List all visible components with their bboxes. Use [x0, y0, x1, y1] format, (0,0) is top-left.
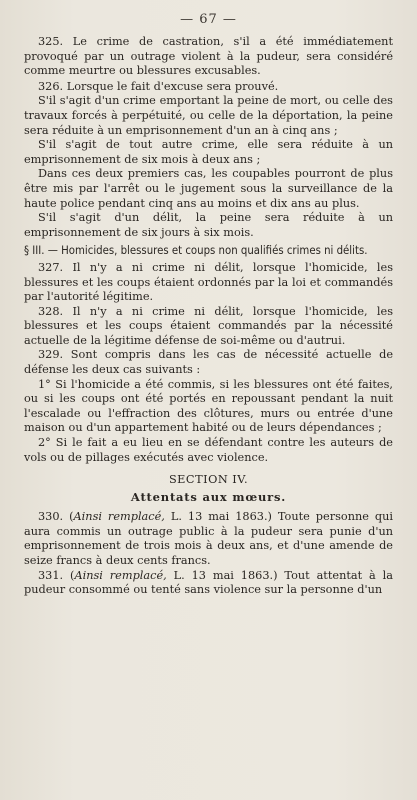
section-subtitle: Attentats aux mœurs. [130, 490, 287, 505]
article-326: 326. Lorsque le fait d'excuse sera prouvé. [38, 79, 279, 93]
article-331-amendment-note: Ainsi remplacé, [74, 568, 167, 582]
article-331 [24, 569, 393, 598]
article-327: 327. Il n'y a ni crime ni délit, lorsque l'homicide, les blessures et les coups étaient ordonnés par la loi et commandés par l'autorité légitime. [24, 260, 393, 304]
section-heading-iii: § III. — Homicides, blessures et coups non qualifiés crimes ni délits. [24, 244, 368, 258]
article-329-case-1: 1° Si l'homicide a été commis, si les blessures ont été faites, ou si les coups ont été portés en repoussant pendant la nuit l'escalade ou l'effraction des clôtures, murs ou entrée d'une maison ou d'un appartement habité ou de leurs dépendances ; [24, 377, 393, 435]
article-329: 329. Sont compris dans les cas de nécessité actuelle de défense les deux cas suivants : [24, 348, 393, 377]
article-330-text: L. 13 mai 1863.) Toute personne qui aura commis un outrage public à la pudeur sera punie d'un emprisonnement de trois mois à deux ans, et d'une amende de seize francs à deux cents francs. [24, 510, 394, 567]
article-328: 328. Il n'y a ni crime ni délit, lorsque l'homicide, les blessures et les coups étaient commandés par la nécessité actuelle de la légitime défense de soi-même ou d'autrui. [24, 304, 393, 347]
article-330 [24, 510, 393, 568]
article-331-text: L. 13 mai 1863.) Tout attentat à la pudeur consommé ou tenté sans violence sur la personne d'un [24, 568, 394, 597]
article-326-delit-clause: S'il s'agit d'un délit, la peine sera réduite à un emprisonnement de six jours à six mois. [24, 211, 393, 239]
article-326-other-crime-clause: S'il s'agit de tout autre crime, elle sera réduite à un emprisonnement de six mois à deux ans ; [24, 138, 393, 166]
section-title: SECTION IV. [168, 473, 249, 487]
article-330-number: 330. ( [38, 510, 74, 524]
article-325: 325. Le crime de castration, s'il a été immédiatement provoqué par un outrage violent à la pudeur, sera considéré comme meurtre ou blessures excusables. [24, 35, 393, 78]
article-330-amendment-note: Ainsi remplacé, [73, 510, 165, 524]
article-331-number: 331. ( [38, 568, 75, 582]
article-326-surveillance-clause: Dans ces deux premiers cas, les coupables pourront de plus être mis par l'arrêt ou le jugement sous la surveillance de la haute police pendant cinq ans au moins et dix ans au plus. [24, 167, 393, 210]
article-326-death-penalty-clause: S'il s'agit d'un crime emportant la peine de mort, ou celle des travaux forcés à perpétuité, ou celle de la déportation, la peine sera réduite à un emprisonnement d'un an à cinq ans ; [24, 94, 393, 137]
page-number: — 67 — [180, 12, 237, 27]
article-329-case-2: 2° Si le fait a eu lieu en se défendant contre les auteurs de vols ou de pillages exécutés avec violence. [24, 436, 393, 464]
